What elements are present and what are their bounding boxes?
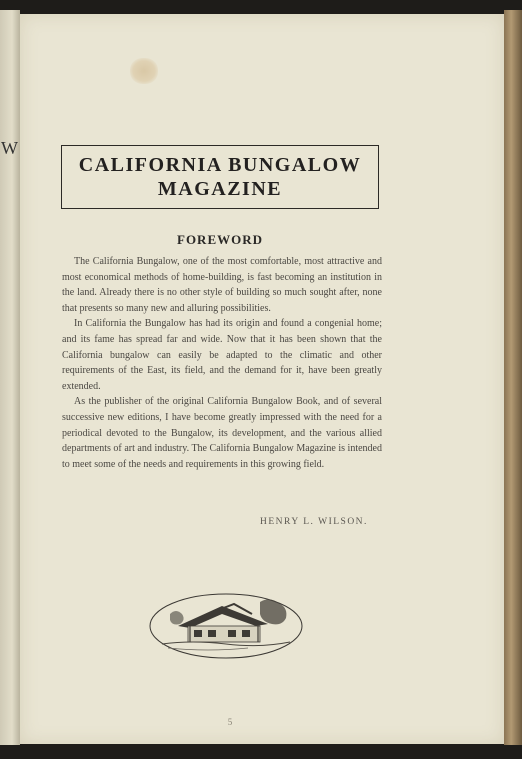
foreword-heading: FOREWORD (177, 232, 263, 247)
book-binding (504, 10, 522, 745)
signature: HENRY L. WILSON. (260, 517, 368, 527)
title-line-1: CALIFORNIA BUNGALOW (78, 154, 362, 176)
left-page-glyph: W (1, 138, 16, 158)
title-box (61, 145, 379, 209)
foreword-body (62, 254, 382, 472)
foreword-paragraph-3: As the publisher of the original California Bungalow Book, and of several successive new editions, I have become greatly impressed with the need for a periodical devoted to the Bungalow, its development, and the various allied departments of art and industry. The California Bungalow Magazine is intended to meet some of the needs and requirements in this growing field. (62, 396, 382, 470)
paper-stain (130, 58, 158, 84)
page-number: 5 (227, 717, 233, 727)
foreword-paragraph-2: In California the Bungalow has had its origin and found a congenial home; and its fame has spread far and wide. Now that it has been shown that the California bungalow can easily be adapted to the climatic and other requirements of the East, its field, and the demand for it, have been greatly extended. (62, 318, 382, 392)
title-line-2: MAGAZINE (157, 178, 283, 200)
magazine-page (20, 14, 504, 744)
left-page-edge (0, 10, 20, 745)
foreword-paragraph-1: The California Bungalow, one of the most comfortable, most attractive and most economical methods of home-building, is fast becoming an institution in the land. Already there is no other style of building so much sought after, none that presents so many new and alluring possibilities. (62, 256, 382, 314)
bungalow-illustration (148, 592, 304, 660)
